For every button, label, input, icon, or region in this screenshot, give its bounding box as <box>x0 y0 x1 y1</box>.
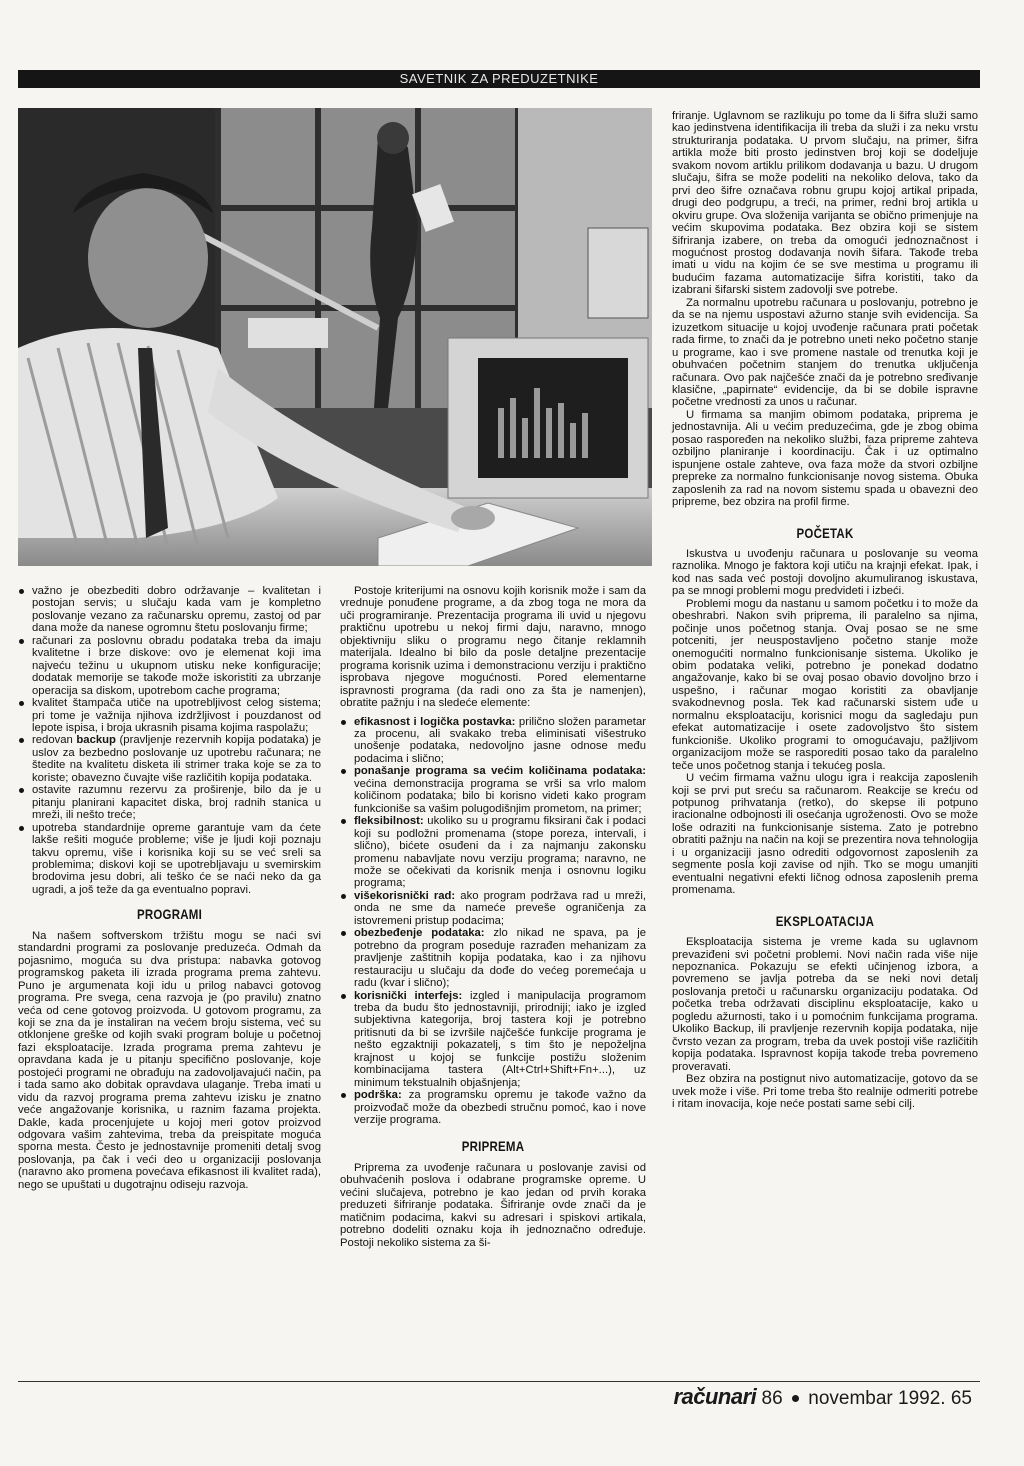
paragraph-pocetak-1: Iskustva u uvođenju računara u poslovanje su veoma raznolika. Mnogo je faktora koji utiču na krajnji efekat. Ipak, i kod nas sada već postoji dovoljno akumuliranog iskustava, pa se mnogi problemi mogu predvideti i izbeći. <box>672 547 978 598</box>
column-1 <box>18 585 321 1191</box>
page-number: 65 <box>950 1388 972 1409</box>
list-item: redovan backup (pravljenje rezervnih kopija podataka) je uslov za bezbedno poslovanje uz upotrebu računara; ne štedite na kvalitetu disketa ili strimer traka koje se za to koriste; obavezno čuvajte više različitih kopija podataka. <box>18 734 321 784</box>
section-header-bar <box>18 70 980 88</box>
page-footer <box>673 1384 972 1410</box>
paragraph-priprema: Priprema za uvođenje računara u poslovanje zavisi od obuhvaćenih poslova i odabrane programske opreme. U većini slučajeva, potrebno je kao jedan od prvih koraka preduzeti šifriranje podataka. Šifriranje ovde znači da je matičnim podacima, kakvi su adresari i spiskovi artikala, potrebno dodeliti oznaku koja ih jednoznačno određuje. Postoji nekoliko sistema za ši- <box>340 1161 646 1249</box>
list-item: ostavite razumnu rezervu za proširenje, bilo da je u pitanju planirani kapacitet diska, broj radnih stanica u mreži, ili nešto treće; <box>18 784 321 821</box>
column-3 <box>672 110 978 1110</box>
office-photo <box>18 108 652 566</box>
paragraph-eksploatacija-1: Eksploatacija sistema je vreme kada su uglavnom prevaziđeni svi početni problemi. Novi način rada više nije nepoznanica. Pokazuju se efekti učinjenog izbora, a povremeno se javlja potreba da se neki novi detalj poslovanja pretoči u računarsku organizaciju podataka. Od početka treba održavati disciplinu eksploatacije, kako u pogledu ažurnosti, tako i u pomoćnim funkcijama programa. Ukoliko Backup, ili pravljenje rezervnih kopija podataka, nije čvrsto vezan za program, treba da uvek postoji više različitih kopija podataka. Ispravnost kopija takođe treba povremeno proveravati. <box>672 936 978 1073</box>
heading-programi: PROGRAMI <box>136 906 203 923</box>
section-title: SAVETNIK ZA PREDUZETNIKE <box>399 71 599 86</box>
list-item: efikasnost i logička postavka: prilično složen parametar za procenu, ali svakako treba eliminisati višestruko unošenje podataka, nedovoljno jasne odnose među podacima i slično; <box>340 716 646 766</box>
paragraph-programi: Na našem softverskom tržištu mogu se naći svi standardni programi za poslovanje preduzeća. Odmah da pojasnimo, moguća su dva pristupa: nabavka gotovog programskog paketa ili izrada programa prema zahtevu. Puno je argumenata koji idu u prilog nabavci gotovog programa. Pre svega, cena razvoja je (po pravilu) znatno veća od cene gotovog proizvoda. U gotovom programu, za koji se zna da je instaliran na većem broju sistema, već su otklonjene greške od kojih svaki program boluje u početnoj fazi eksploatacije. Izrada programa prema zahtevu je opravdana kada je u pitanju specifično poslovanje, koje postojeći programi ne obrađuju na zadovoljavajući način, pa i tada samo ako dobitak opravdava ulaganje. Treba imati u vidu da razvoj programa prema zahtevu izisku je znatno veće angažovanje korisnika, u raznim fazama projekta. Dakle, kada procenjujete u kojoj meri gotov proizvod odgovara vašim zahtevima, treba da preispitate moguća sporna mesta. Često je jednostavnije promeniti detalj svog poslovanja, pa čak i veći deo u organizaciji poslovanja (naravno ako promena povećava efikasnost ili kvalitet rada), nego se upuštati u dugotrajnu odiseju razvoja. <box>18 929 321 1191</box>
paragraph-sifriranje: friranje. Uglavnom se razlikuju po tome da li šifra služi samo kao jedinstvena identifikacija ili treba da služi i za neku vrstu strukturiranja podataka. U prvom slučaju, na primer, šifra artikla može biti prosto jedinstven broj koji se dodeljuje svakom novom artiklu prilikom dodavanja u bazu. U drugom slučaju, šifra se može podeliti na nekoliko delova, tako da prvi deo šifre označava robnu grupu kojoj artikal pripada, drugi deo podgrupu, a treći, na primer, redni broj artikla u okviru grupe. Ova složenija varijanta se obično primenjuje na većim skupovima podataka. Bez obzira koji se sistem šifriranja izabere, on treba da omogući jednoznačnost i mogućnost prostog dodavanja novih šifara. Takođe treba imati u vidu na kojim će se sve mestima u programu ili budućim fazama automatizacije šifra koristiti, tako da izabrani šifarski sistem zadovolji sve potrebe. <box>672 110 978 297</box>
issue-number: 86 <box>761 1388 783 1409</box>
column-2 <box>340 585 646 1249</box>
list-item: ponašanje programa sa većim količinama podataka: većina demonstracija programa se vrši sa vrlo malom količinom podataka; bilo bi korisno videti kako program funkcioniše sa vašim polugodišnjim prometom, na primer; <box>340 765 646 815</box>
list-item: podrška: za programsku opremu je takođe važno da proizvođač može da obezbedi stručnu pomoć, kao i nove verzije programa. <box>340 1089 646 1126</box>
list-item: važno je obezbediti dobro održavanje – kvalitetan i postojan servis; u slučaju kada vam je kompletno poslovanje vezano za računarsku opremu, zastoj od par dana može da nanese ogromnu štetu poslovanju firme; <box>18 585 321 635</box>
heading-pocetak: POČETAK <box>796 524 854 541</box>
paragraph-eksploatacija-2: Bez obzira na postignut nivo automatizacije, gotovo da se uvek može i više. Pri tome treba što realnije odmeriti potrebe i ritam inovacija, koje neće postati same sebi cilj. <box>672 1073 978 1110</box>
bullet-dot-icon <box>792 1395 799 1402</box>
footer-divider <box>18 1381 980 1382</box>
heading-eksploatacija: EKSPLOATACIJA <box>775 912 875 929</box>
magazine-logo: računari <box>673 1384 757 1409</box>
criteria-list <box>340 716 646 1127</box>
paragraph-pocetak-3: U većim firmama važnu ulogu igra i reakcija zaposlenih koji se prvi put sreću sa računarom. Reakcije se kreću od potpunog prihvatanja (retko), do skepse ili potpuno iracionalne odbojnosti ili osećanja ugroženosti. Ovo se može loše odraziti na funkcionisanje sistema. Zato je potrebno obratiti pažnju na način na koji se prezentira nova tehnologija i u organizaciji jasno odrediti odgovornost zaposlenih za segmente posla koji zavise od njih. Tko se mogu umanjiti eventualni negativni efekti ličnog odnosa zaposlenih prema promenama. <box>672 772 978 897</box>
hardware-tips-list <box>18 585 321 896</box>
list-item: višekorisnički rad: ako program podržava rad u mreži, onda ne sme da nameće preveše ograničenja za istovremeni pristup podacima; <box>340 890 646 927</box>
office-photo-illustration <box>18 108 652 566</box>
list-item: kvalitet štampača utiče na upotrebljivost celog sistema; pri tome je važnija njihova izdržljivost i pouzdanost od lepote ispisa, i broja ukrasnih pisama kojima raspolažu; <box>18 697 321 734</box>
heading-priprema: PRIPREMA <box>461 1138 525 1155</box>
backup-term: backup <box>76 734 116 747</box>
list-item: računari za poslovnu obradu podataka treba da imaju kvalitetne i brze diskove: ovo je elemenat koji ima najveću težinu u ukupnom utisku neke konfiguracije; dodatak memorije se takođe može iskoristiti za ubrzanje operacija sa diskom, upotrebom cache programa; <box>18 635 321 697</box>
paragraph-pocetak-2: Problemi mogu da nastanu u samom početku i to može da obeshrabri. Nakon svih priprema, ili paralelno sa njima, počinje unos početnog stanja. Ovaj posao se ne sme potceniti, jer neuspostavljeno početno stanje može onemogućiti normalno funkcionisanje sistema. Ukoliko je obim podataka veliki, potrebno je ponekad dodatno angažovanje, kako bi se ovaj posao obavio dovoljno brzo i uspešno, i računar mogao koristiti za obavljanje svakodnevnog posla. Tek kad računarski sistem uđe u normalnu eksploataciju, korisnici mogu da sagledaju pun efekat automatizacije i osete zadovoljstvo što sistem funkcioniše. Ukoliko programi to omogućavaju, pažljivom organizacijom može se rasporediti posao tako da paralelno teče unos početnog stanja i tekućeg posla. <box>672 597 978 772</box>
list-item: fleksibilnost: ukoliko su u programu fiksirani čak i podaci koji su podložni promenama (stope poreza, intervali, i slično), bićete osuđeni da i za najmanju zakonsku promenu nabavljate novu verziju programa; naravno, ne može se očekivati da korisnik menja i osnovnu logiku programa; <box>340 815 646 890</box>
paragraph-criteria: Postoje kriterijumi na osnovu kojih korisnik može i sam da vrednuje ponuđene programe, a da zbog toga ne mora da uči programiranje. Prezentacija programa ili uvid u njegovu praktičnu upotrebu u nekoj firmi daju, naravno, mnogo objektivniju sliku o programu nego čitanje reklamnih materijala. Idealno bi bilo da posle detaljne prezentacije programa korisnik uzima i demonstracionu verziju i praktično isprobava njegove mogućnosti. Pored elementarne ispravnosti programa (da radi ono za šta je namenjen), obratite pažnju i na sledeće elemente: <box>340 585 646 710</box>
paragraph-pocetno-stanje: Za normalnu upotrebu računara u poslovanju, potrebno je da se na njemu uspostavi ažurno stanje svih evidencija. Sa izuzetkom situacije u kojoj uvođenje računara prati početak rada firme, to znači da je potrebno uneti neko početno stanje u programe, kao i sve promene nastale od trenutka koji je obuhvaćen početnim stanjem do trenutka uključenja računara. Ovo pak najčešće znači da je potrebno sređivanje klasične, „papirnate“ evidencije, da bi se dobile ispravne početne vrednosti za unos u računar. <box>672 296 978 409</box>
list-item: upotreba standardnije opreme garantuje vam da ćete lakše rešiti moguće probleme; više je ljudi koji poznaju takvu opremu, više i korisnika koji su se već sreli sa problemima; diskovi koji se upotrebljavaju u svemirskim brodovima jesu dobri, ali teško će se naći neko da ga ugradi, a još teže da ga eventualno popravi. <box>18 822 321 897</box>
list-item: korisnički interfejs: izgled i manipulacija programom treba da budu što jednostavniji, prirodniji; iako je izgled subjektivna kategorija, broj tastera koji je potrebno pritisnuti da bi se izvršile najčešće funkcije programa je nešto egzaktniji pokazatelj, s tim što je nepoželjna krajnost u kojoj se funkcije postižu složenim kombinacijama tastera (Alt+Ctrl+Shift+Fn+...), uz minimum tekstualnih objašnjenja; <box>340 990 646 1090</box>
paragraph-priprema-firme: U firmama sa manjim obimom podataka, priprema je jednostavnija. Ali u većim preduzećima, gde je zbog obima posao raspoređen na nekoliko službi, faza pripreme zahteva ozbiljno planiranje i koordinaciju. Čak i uz optimalno ispunjene ostale zahteve, ova faza može da stvori ozbiljne prepreke za normalno funkcionisanje novog sistema. Obuka zaposlenih za rad na novom sistemu spada u obavezni deo pripreme, bez obzira na profil firme. <box>672 408 978 509</box>
list-item: obezbeđenje podataka: zlo nikad ne spava, pa je potrebno da program poseduje razrađen mehanizam za pravljenje zaštitnih kopija podataka, kao i za njihovu restauraciju u slučaju da dođe do većeg poremećaja u radu (kvar i slično); <box>340 927 646 989</box>
issue-date: novembar 1992. <box>808 1388 946 1409</box>
